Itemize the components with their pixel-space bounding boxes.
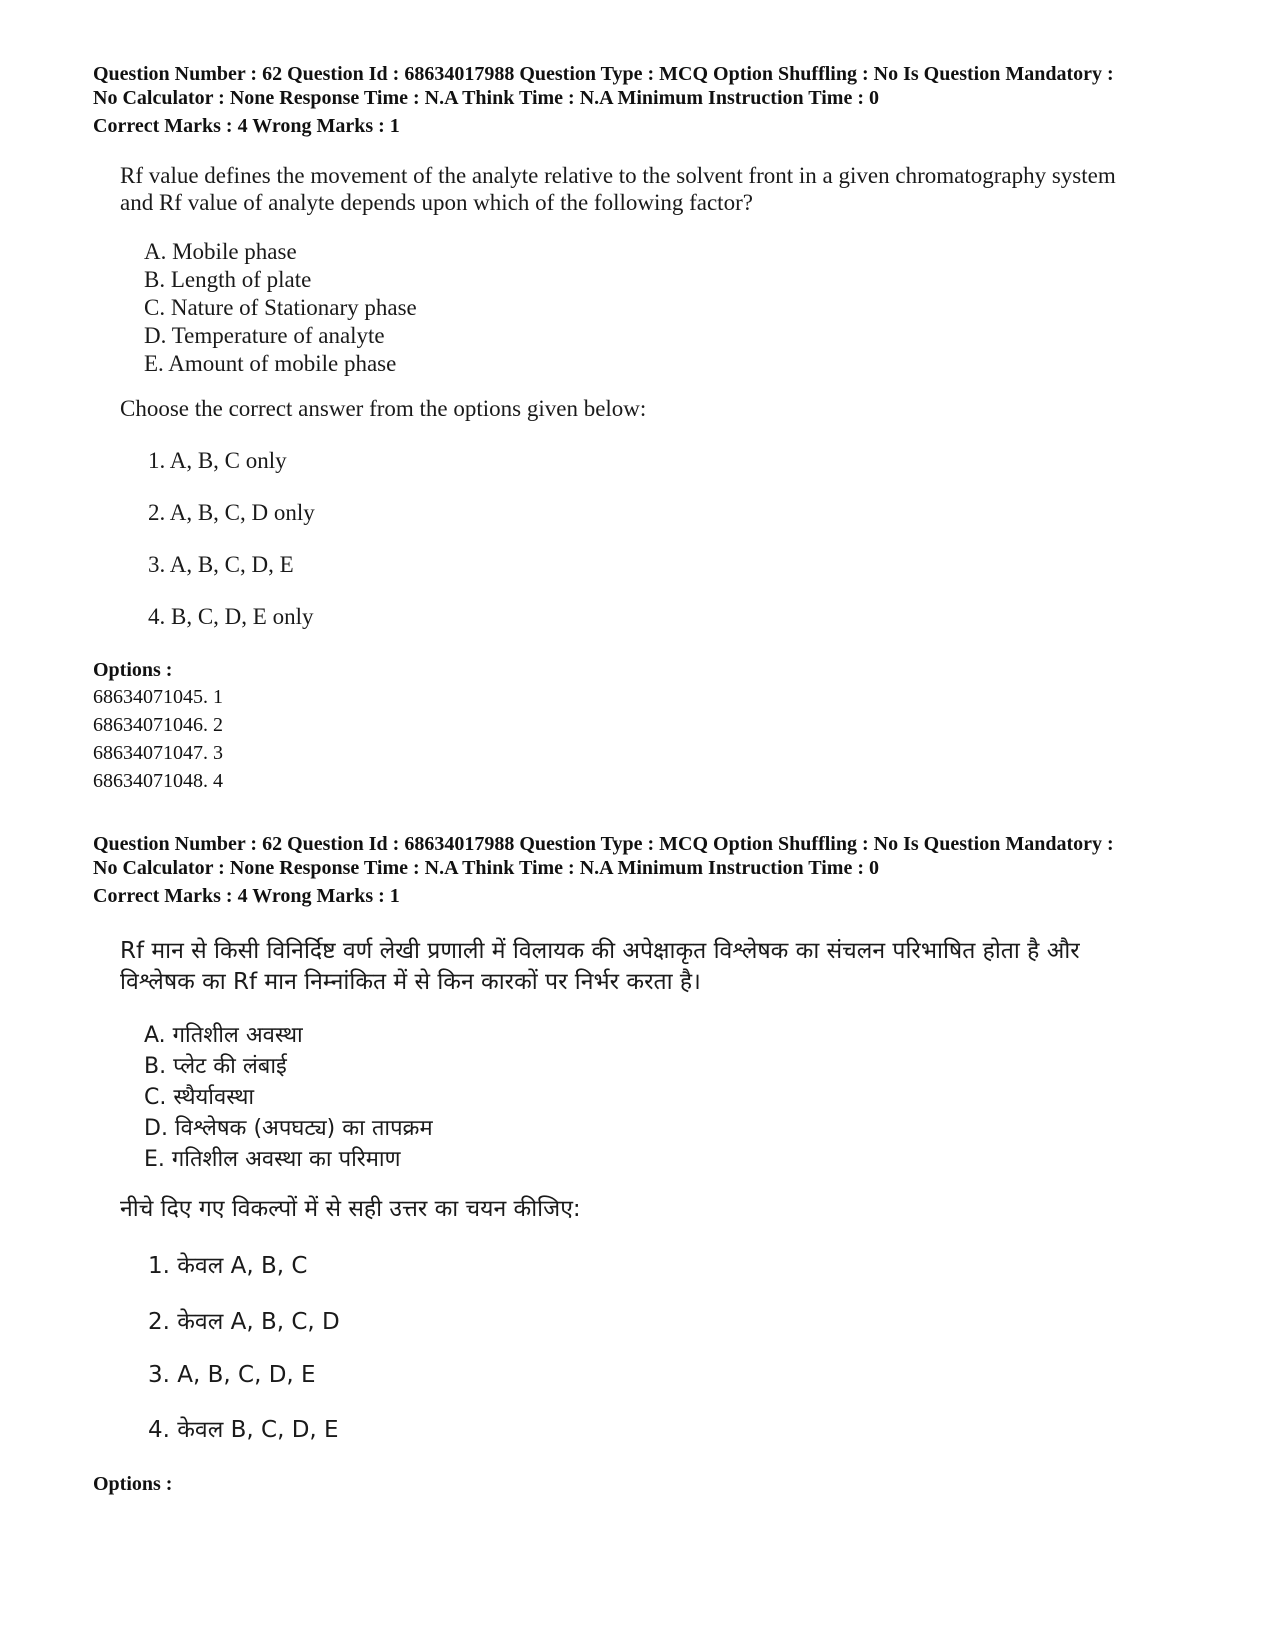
- statement-item: C. Nature of Stationary phase: [144, 295, 417, 320]
- question-header-english: [93, 62, 1203, 138]
- statement-item: B. प्लेट की लंबाई: [144, 1054, 287, 1079]
- question-text-line-2: and Rf value of analyte depends upon which of the following factor?: [120, 190, 753, 215]
- statement-list: [144, 1020, 433, 1175]
- marks-line: Correct Marks : 4 Wrong Marks : 1: [93, 885, 400, 907]
- answer-choice-1: 1. A, B, C only: [148, 448, 287, 473]
- statement-list: [144, 238, 417, 378]
- instruction-text: Choose the correct answer from the options given below:: [120, 396, 647, 421]
- question-meta-line-2: No Calculator : None Response Time : N.A Think Time : N.A Minimum Instruction Time : 0: [93, 87, 879, 109]
- statement-item: B. Length of plate: [144, 267, 312, 292]
- question-meta-line-1: Question Number : 62 Question Id : 68634017988 Question Type : MCQ Option Shuffling : No Is Question Mandatory :: [93, 833, 1114, 855]
- statement-item: E. Amount of mobile phase: [144, 351, 397, 376]
- statement-item: A. गतिशील अवस्था: [144, 1023, 303, 1048]
- statement-item: D. Temperature of analyte: [144, 323, 385, 348]
- option-id-line: 68634071045. 1: [93, 686, 223, 708]
- question-text-line-1: Rf value defines the movement of the analyte relative to the solvent front in a given chromatography system: [120, 163, 1116, 188]
- marks-line: Correct Marks : 4 Wrong Marks : 1: [93, 115, 400, 137]
- answer-choice-2: 2. A, B, C, D only: [148, 500, 315, 525]
- answer-choice-4: 4. B, C, D, E only: [148, 604, 314, 629]
- question-header-hindi: [93, 832, 1203, 908]
- option-id-line: 68634071048. 4: [93, 770, 223, 792]
- answer-choice-1: 1. केवल A, B, C: [148, 1253, 308, 1279]
- question-meta-line-2: No Calculator : None Response Time : N.A Think Time : N.A Minimum Instruction Time : 0: [93, 857, 879, 879]
- question-meta-line-1: Question Number : 62 Question Id : 68634017988 Question Type : MCQ Option Shuffling : No Is Question Mandatory :: [93, 63, 1114, 85]
- instruction-text: नीचे दिए गए विकल्पों में से सही उत्तर का चयन कीजिए:: [120, 1196, 581, 1222]
- answer-choice-3: 3. A, B, C, D, E: [148, 1362, 316, 1388]
- statement-item: E. गतिशील अवस्था का परिमाण: [144, 1147, 401, 1172]
- question-text-line-2: विश्लेषक का Rf मान निम्नांकित में से किन कारकों पर निर्भर करता है।: [120, 969, 701, 995]
- answer-choice-3: 3. A, B, C, D, E: [148, 552, 294, 577]
- option-id-line: 68634071046. 2: [93, 714, 223, 736]
- options-label: Options :: [93, 1473, 173, 1495]
- question-text-line-1: Rf मान से किसी विनिर्दिष्ट वर्ण लेखी प्रणाली में विलायक की अपेक्षाकृत विश्लेषक का संचलन परिभाषित होता है और: [120, 938, 1080, 964]
- statement-item: A. Mobile phase: [144, 239, 297, 264]
- options-label: Options :: [93, 659, 173, 681]
- statement-item: C. स्थैर्यावस्था: [144, 1085, 255, 1110]
- answer-choice-2: 2. केवल A, B, C, D: [148, 1309, 340, 1335]
- answer-choice-4: 4. केवल B, C, D, E: [148, 1417, 339, 1443]
- option-id-line: 68634071047. 3: [93, 742, 223, 764]
- statement-item: D. विश्लेषक (अपघट्य) का तापक्रम: [144, 1116, 433, 1141]
